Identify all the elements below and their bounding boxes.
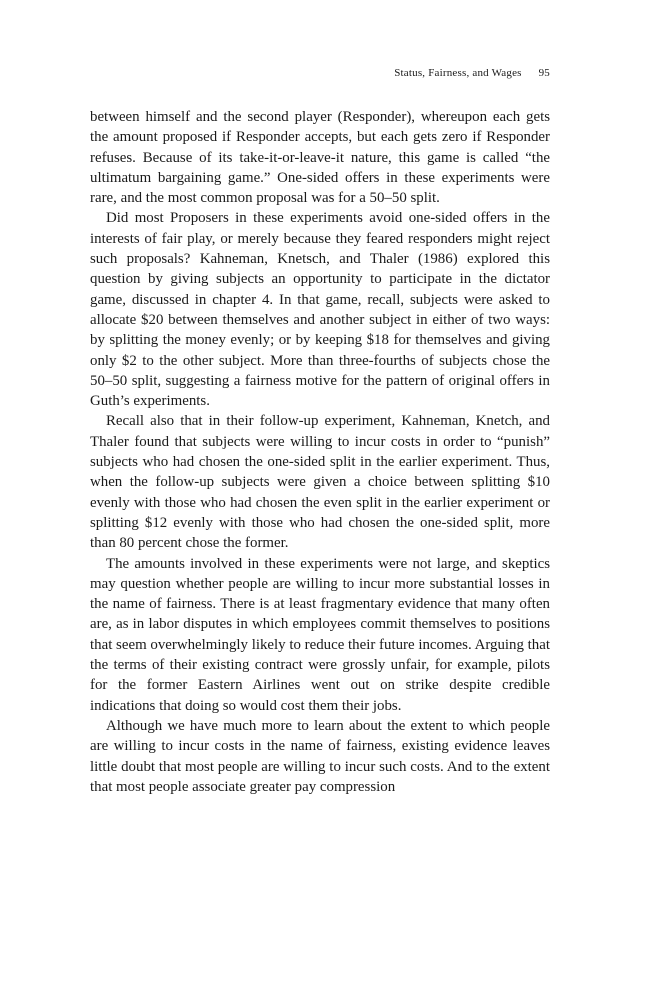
paragraph: Did most Proposers in these experiments avoid one-sided offers in the interests of fair play, or merely because they feared responders might reject such proposals? Kahneman, Knetsch, and Thaler (1986) explored this question by giving subjects an opportunity to participate in the dictator game, discussed in chapter 4. In that game, recall, subjects were asked to allocate $20 between themselves and another subject in either of two ways: by splitting the money evenly; or by keeping $18 for themselves and giving only $2 to the other subject. More than three-fourths of subjects chose the 50–50 split, suggesting a fairness motive for the pattern of original offers in Guth’s experiments. [90,210,550,410]
page-number: 95 [538,67,550,79]
paragraph: Although we have much more to learn about the extent to which people are willing to incur costs in the name of fairness, existing evidence leaves little doubt that most people are willing to incur such costs. And to the extent that most people associate greater pay compression [90,717,550,795]
running-title: Status, Fairness, and Wages [394,67,522,79]
paragraph: The amounts involved in these experiments were not large, and skeptics may question whether people are willing to incur more substantial losses in the name of fairness. There is at least fragmentary evidence that many often are, as in labor disputes in which employees commit themselves to positions that seem overwhelmingly likely to reduce their future incomes. Arguing that the terms of their existing contract were grossly unfair, for example, pilots for the former Eastern Airlines went out on strike despite credible indications that doing so would cost them their jobs. [90,555,550,714]
body-text [90,107,550,797]
paragraph-continuation: between himself and the second player (Responder), whereupon each gets the amount proposed if Responder accepts, but each gets zero if Responder refuses. Because of its take-it-or-leave-it nature, this game is called “the ultimatum bargaining game.” One-sided offers in these experiments were rare, and the most common proposal was for a 50–50 split. [90,109,550,207]
paragraph: Recall also that in their follow-up experiment, Kahneman, Knetch, and Thaler found that subjects were willing to incur costs in order to “punish” subjects who had chosen the one-sided split in the earlier experiment. Thus, when the follow-up subjects were given a choice between splitting $10 evenly with those who had chosen the even split in the earlier experiment or splitting $12 evenly with those who had chosen the one-sided split, more than 80 percent chose the former. [90,413,550,552]
running-header [90,66,550,80]
